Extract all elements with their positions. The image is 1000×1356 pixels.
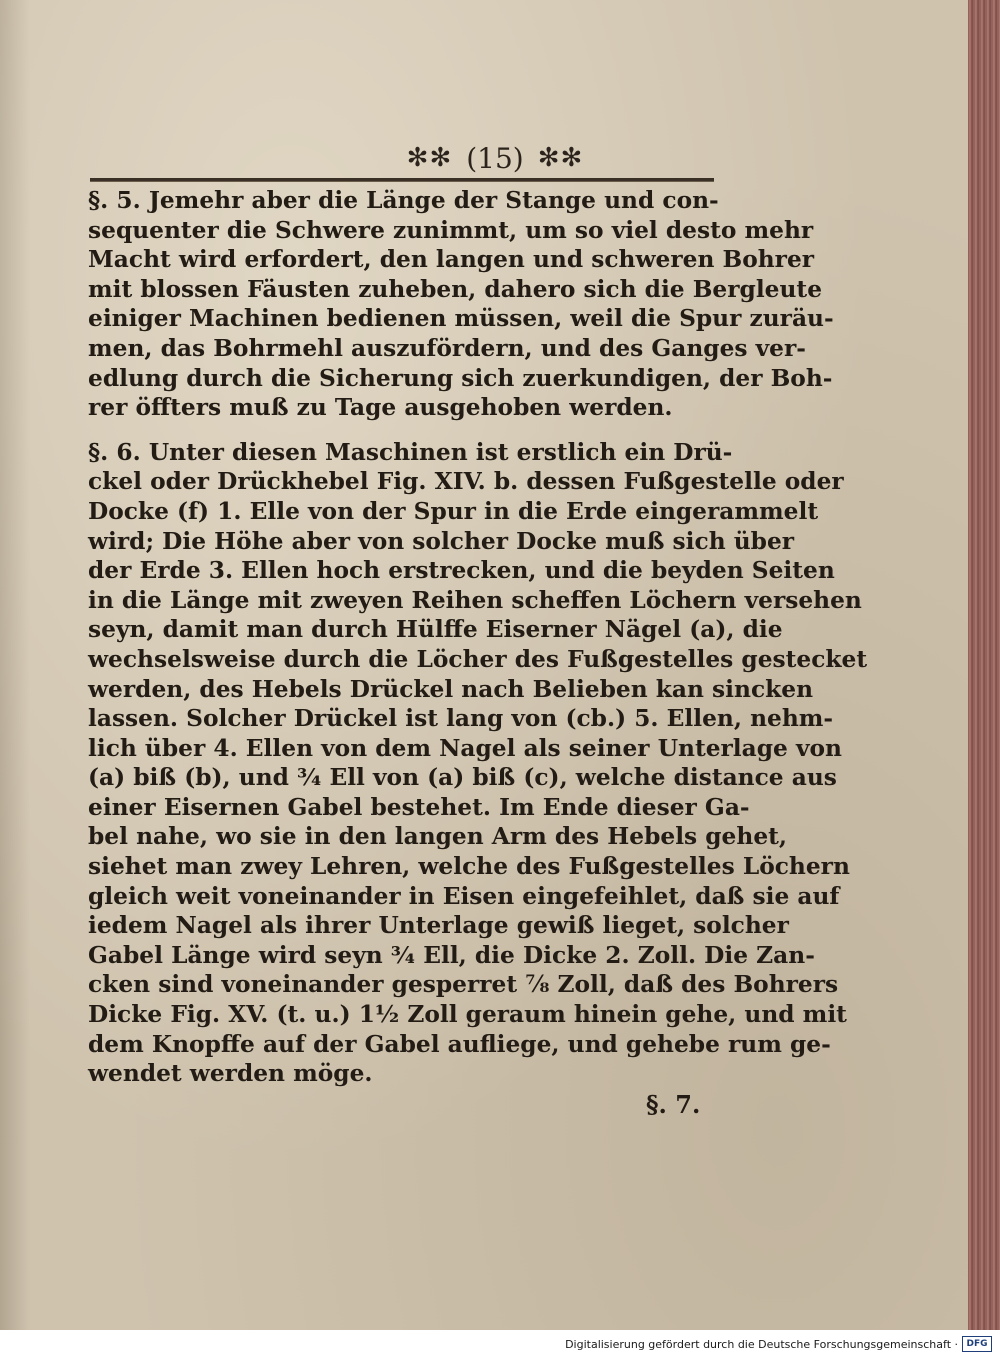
text-line: wechselsweise durch die Löcher des Fußgestelles gestecket (88, 645, 868, 673)
text-line: einer Eisernen Gabel bestehet. Im Ende dieser Ga- (88, 793, 750, 821)
text-line: der Erde 3. Ellen hoch erstrecken, und die beyden Seiten (88, 557, 835, 585)
paragraph-gap (88, 423, 716, 438)
text-line: cken sind voneinander gesperret ⅞ Zoll, daß des Bohrers (88, 971, 839, 999)
text-line: wendet werden möge. (88, 1060, 373, 1088)
text-line: edlung durch die Sicherung sich zuerkundigen, der Boh- (88, 364, 833, 392)
catchword: §. 7. (646, 1090, 701, 1119)
text-line: sequenter die Schwere zunimmt, um so viel desto mehr (88, 216, 814, 244)
header-rule (90, 178, 714, 182)
running-head (280, 138, 710, 178)
text-line: (a) biß (b), und ¾ Ell von (a) biß (c), welche distance aus (88, 764, 837, 792)
text-line: men, das Bohrmehl auszufördern, und des Ganges ver- (88, 334, 806, 362)
text-line: bel nahe, wo sie in den langen Arm des Hebels gehet, (88, 823, 788, 851)
text-line: Dicke Fig. XV. (t. u.) 1½ Zoll geraum hinein gehe, und mit (88, 1001, 847, 1029)
text-line: in die Länge mit zweyen Reihen scheffen Löchern versehen (88, 586, 862, 614)
text-line: Docke (f) 1. Elle von der Spur in die Erde eingerammelt (88, 497, 819, 525)
text-line: lassen. Solcher Drückel ist lang von (cb.) 5. Ellen, nehm- (88, 705, 834, 733)
text-line: §. 6. Unter diesen Maschinen ist erstlich ein Drü- (88, 438, 733, 466)
text-line: gleich weit voneinander in Eisen eingefeihlet, daß sie auf (88, 882, 840, 910)
text-line: Gabel Länge wird seyn ¾ Ell, die Dicke 2. Zoll. Die Zan- (88, 941, 815, 969)
ornament-right-icon: ✻✻ (537, 143, 584, 173)
text-line: iedem Nagel als ihrer Unterlage gewiß lieget, solcher (88, 912, 789, 940)
page-number: (15) (466, 141, 524, 175)
text-line: siehet man zwey Lehren, welche des Fußgestelles Löchern (88, 853, 850, 881)
text-line: seyn, damit man durch Hülffe Eiserner Nägel (a), die (88, 616, 783, 644)
dfg-logo-icon: DFG (962, 1336, 992, 1352)
ornament-left-icon: ✻✻ (406, 143, 453, 173)
text-line: werden, des Hebels Drückel nach Belieben kan sincken (88, 675, 814, 703)
text-line: Macht wird erfordert, den langen und schweren Bohrer (88, 246, 815, 274)
text-line: einiger Machinen bedienen müssen, weil die Spur zuräu- (88, 305, 834, 333)
body-text (88, 186, 868, 1089)
text-line: dem Knopffe auf der Gabel aufliege, und gehebe rum ge- (88, 1030, 831, 1058)
digitization-credit: Digitalisierung gefördert durch die Deutsche Forschungsgemeinschaft · (565, 1338, 958, 1351)
book-edge (968, 0, 1000, 1330)
text-line: wird; Die Höhe aber von solcher Docke muß sich über (88, 527, 795, 555)
text-line: rer öffters muß zu Tage ausgehoben werden. (88, 394, 673, 422)
text-line: ckel oder Drückhebel Fig. XIV. b. dessen Fußgestelle oder (88, 468, 844, 496)
text-line: §. 5. Jemehr aber die Länge der Stange und con- (88, 187, 719, 214)
text-line: mit blossen Fäusten zuheben, dahero sich die Bergleute (88, 275, 823, 303)
text-line: lich über 4. Ellen von dem Nagel als seiner Unterlage von (88, 734, 842, 762)
